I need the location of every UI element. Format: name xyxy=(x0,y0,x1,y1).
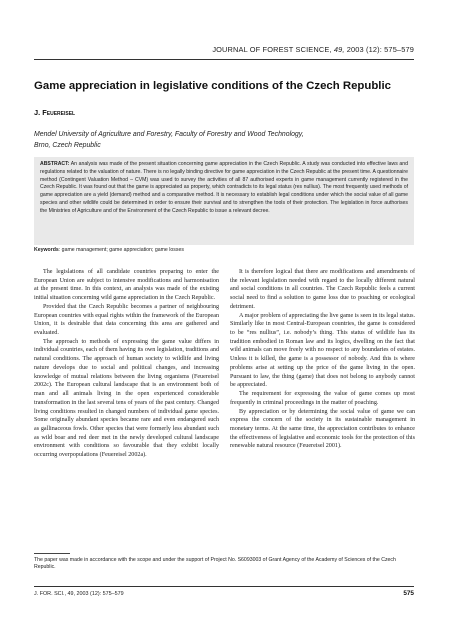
footer-rule xyxy=(34,586,414,587)
keywords xyxy=(34,246,414,254)
paragraph: A major problem of appreciating the live game is seen in its legal status. Similarly like in most Central-European countries, the game is considered to be “res nullius”, i.e. nobody’s thing. This status of wildlife has its tradition embodied in Roman law and its logics, dwelling on the fact that wild animals can move freely with no respect to any boundaries of estates. Unless it is killed, the game is a possessor of nobody. And this is where problems arise at setting up the price of the game living in the open. Pursuant to law, the thing (game) that does not belong to anybody cannot be appreciated. xyxy=(230,312,415,389)
footnote: The paper was made in accordance with the scope and under the support of Project No. S6093003 of Grant Agency of the Academy of Sciences of the Czech Republic. xyxy=(34,557,396,571)
body-column-right xyxy=(230,268,415,451)
abstract-text: An analysis was made of the present situation concerning game appreciation in the Czech Republic. A study was conducted into effective laws and regulations related to the valuation of nature. There is no legally binding directive for game appreciation in the Czech Republic at the present time. A questionnaire method (Contingent Valuation Method – CVM) was used to survey the activities of all 87 authorised experts in game management currently registered in the Czech Republic. It was found out that the game is appreciated as property, which contradicts to its legal status (res nullius). The most frequently used methods of game appreciation are a yield (demand) method and a comparative method. It is necessary to establish legal conditions under which the social value of all game species and other wildlife could be determined in order to ensure their survival and to strengthen the tools of their protection. The legislation in force authorises the Ministries of Agriculture and of the Environment of the Czech Republic to issue a relevant decree. xyxy=(40,161,408,214)
affiliation-line: Brno, Czech Republic xyxy=(34,142,101,149)
article-title: Game appreciation in legislative conditions of the Czech Republic xyxy=(34,80,391,92)
page-number: 575 xyxy=(403,590,414,597)
abstract xyxy=(40,161,408,216)
author-initial: J. xyxy=(34,108,41,117)
abstract-box xyxy=(34,157,414,245)
journal-volume: 49, xyxy=(333,45,345,54)
paragraph: The legislations of all candidate countries preparing to enter the European Union are subject to intensive modifications and harmonisation at the present time. In this context, an analysis was made of the existing initial situation concerning wild game appreciation in the Czech Republic. xyxy=(34,269,219,302)
abstract-label: ABSTRACT: xyxy=(40,161,70,167)
keywords-label: Keywords xyxy=(34,247,59,253)
journal-name: JOURNAL OF FOREST SCIENCE, xyxy=(212,45,332,54)
paragraph: The requirement for expressing the value of game comes up most frequently in criminal proceedings in the matter of poaching. xyxy=(230,391,415,406)
paragraph: The approach to methods of expressing the game value differs in individual countries, each of them having its own legislation, traditions and natural conditions. The approach of human society to wildlife and living nature develops due to social and political changes, and increasing knowledge of mutual relations between the living organisms (Feuereisel 2002c). The European cultural landscape that is an environment both of man and all animals living in the open experienced considerable transformation in the last several tens of years of the past century. Changed living conditions resulted in changed numbers of individual game species. Some originally abundant species became rare and even endangered such as gallinaceous fowls. Other species that were formerly less abundant such as wild boar and red deer met in the newly developed cultural landscape environment with conditions so favourable that they exhibit locally occurring overpopulations (Feuereisel 2002a). xyxy=(34,338,219,459)
paragraph: By appreciation or by determining the social value of game we can express the concern of the society in its sustainable management in monetary terms. At the same time, the appreciation contributes to enhance the effectiveness of legislative and economic tools for the protection of this renewable natural resource (Feuereisel 2001). xyxy=(230,408,415,450)
journal-header xyxy=(212,45,414,54)
affiliation xyxy=(34,129,414,151)
keywords-text: : game management; game appreciation; game losses xyxy=(58,247,184,253)
author-surname: Feuereisel xyxy=(42,108,76,117)
affiliation-line: Mendel University of Agriculture and Forestry, Faculty of Forestry and Wood Technology, xyxy=(34,131,304,138)
body-column-left xyxy=(34,268,219,460)
footer-citation: J. FOR. SCI., 49, 2003 (12): 575–579 xyxy=(34,591,124,597)
footnote-rule xyxy=(34,553,70,554)
paragraph: It is therefore logical that there are modifications and amendments of the relevant legislation needed with regard to the locally different natural and social conditions in all countries. The Czech Republic feels a current social need to find a solution to game loss due to poaching or ecological detriment. xyxy=(230,269,415,310)
paragraph: Provided that the Czech Republic becomes a partner of neighbouring European countries with equal rights within the framework of the European Union, it is desirable that data concerning this area are gathered and evaluated. xyxy=(34,303,219,337)
header-rule xyxy=(34,59,414,60)
journal-issue-pages: 2003 (12): 575–579 xyxy=(346,45,414,54)
author xyxy=(34,108,75,117)
